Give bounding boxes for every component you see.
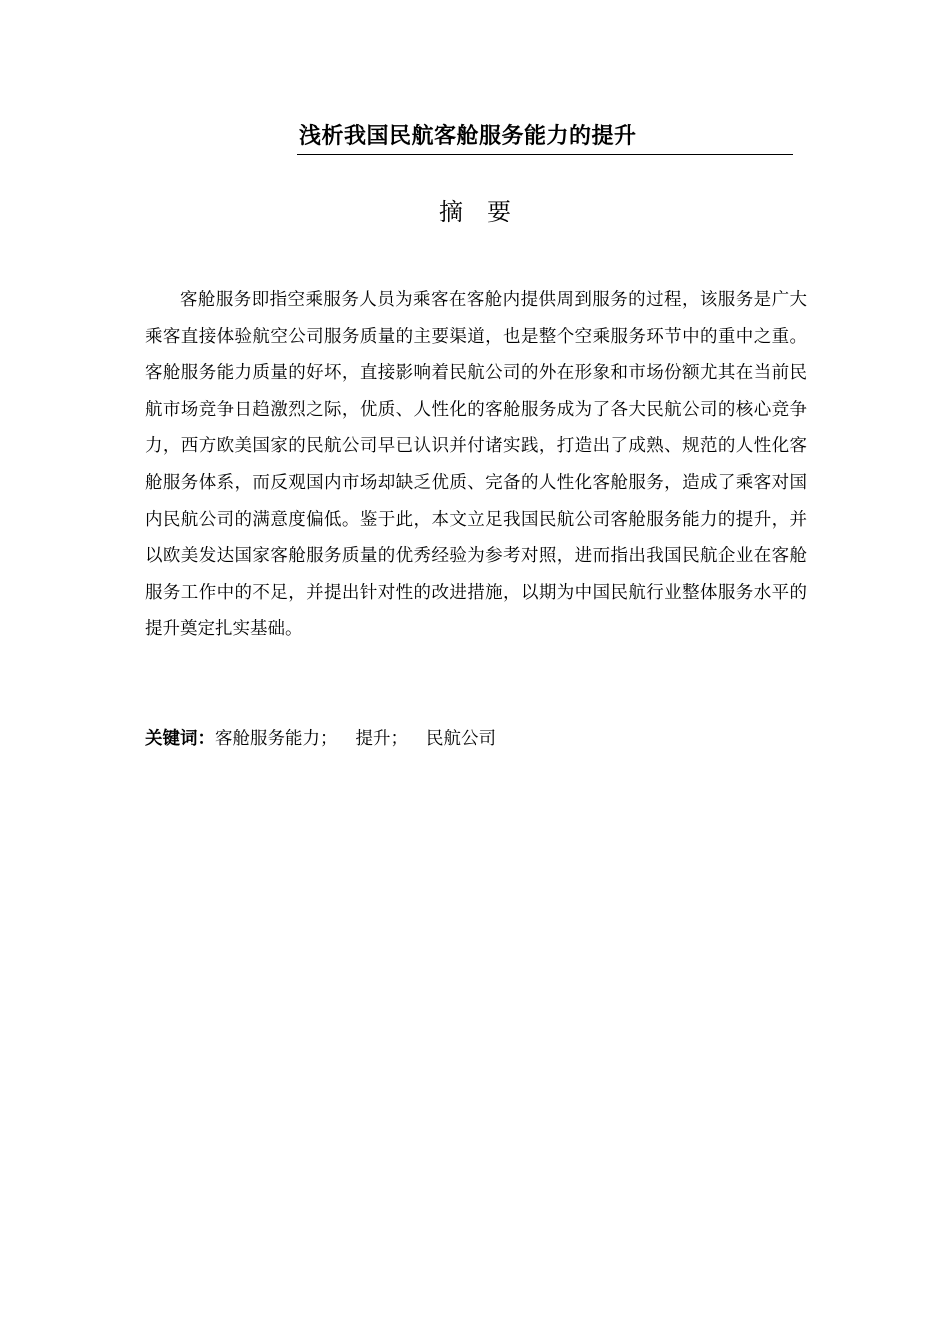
abstract-heading: 摘 要: [439, 198, 511, 226]
keywords-label: 关键词：: [145, 729, 215, 749]
keywords-line: [145, 724, 496, 754]
title-underline: [297, 122, 793, 155]
keyword-separator: ；: [320, 729, 338, 749]
abstract-paragraph: 客舱服务即指空乘服务人员为乘客在客舱内提供周到服务的过程，该服务是广大乘客直接体验航空公司服务质量的主要渠道，也是整个空乘服务环节中的重中之重。客舱服务能力质量的好坏，直接影响着民航公司的外在形象和市场份额尤其在当前民航市场竞争日趋激烈之际，优质、人性化的客舱服务成为了各大民航公司的核心竞争力，西方欧美国家的民航公司早已认识并付诸实践，打造出了成熟、规范的人性化客舱服务体系，而反观国内市场却缺乏优质、完备的人性化客舱服务，造成了乘客对国内民航公司的满意度偏低。鉴于此，本文立足我国民航公司客舱服务能力的提升，并以欧美发达国家客舱服务质量的优秀经验为参考对照，进而指出我国民航企业在客舱服务工作中的不足，并提出针对性的改进措施，以期为中国民航行业整体服务水平的提升奠定扎实基础。: [145, 290, 807, 640]
document-title: 浅析我国民航客舱服务能力的提升: [299, 124, 637, 149]
keyword-item: 民航公司: [426, 729, 496, 749]
keyword-item: 提升: [355, 729, 391, 749]
keyword-separator: ；: [390, 729, 408, 749]
keyword-item: 客舱服务能力: [215, 729, 320, 749]
